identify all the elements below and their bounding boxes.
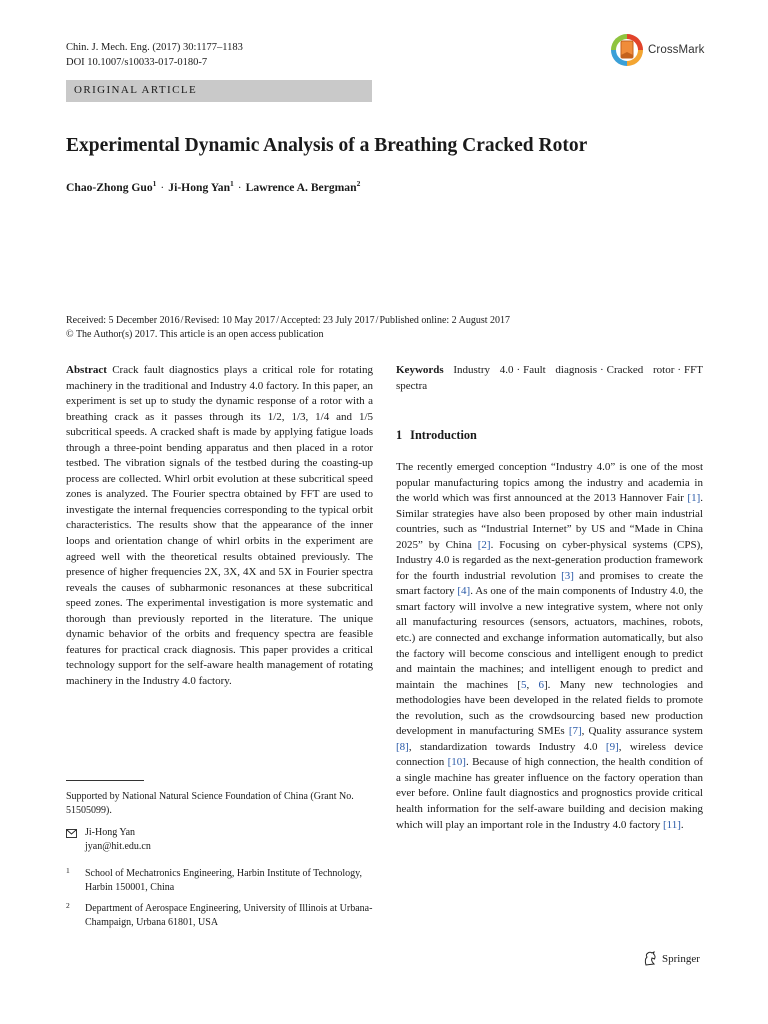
publisher-logo xyxy=(643,951,700,966)
keyword: Fault diagnosis xyxy=(523,364,597,376)
intro-text: and promises to create the smart factory xyxy=(396,569,703,598)
keyword: Cracked rotor xyxy=(606,364,675,376)
author-name[interactable]: Chao-Zhong Guo xyxy=(66,181,153,194)
citation-link[interactable]: [1] xyxy=(687,492,701,505)
citation-link[interactable]: 6 xyxy=(538,678,544,691)
author-affiliation-mark: 1 xyxy=(230,179,234,189)
abstract xyxy=(66,363,373,689)
article-type-label: ORIGINAL ARTICLE xyxy=(74,84,198,96)
journal-citation xyxy=(66,40,243,70)
accepted-date: Accepted: 23 July 2017 xyxy=(279,315,375,326)
citation-link[interactable]: [10] xyxy=(447,756,466,769)
received-date: Received: 5 December 2016 xyxy=(66,315,180,326)
intro-text: . Similar strategies have also been proposed by other main industrial countries, such as “Industrial Internet” by US and “Made in China 2025” by China xyxy=(396,492,703,551)
crossmark-badge[interactable] xyxy=(610,33,705,67)
keyword: Industry 4.0 xyxy=(453,364,514,376)
crossmark-label: CrossMark xyxy=(648,44,705,56)
affiliation-item xyxy=(66,902,373,930)
affiliation-number: 2 xyxy=(66,901,70,910)
citation-link[interactable]: [11] xyxy=(663,818,681,831)
author-separator: · xyxy=(160,181,165,194)
revised-date: Revised: 10 May 2017 xyxy=(184,315,276,326)
affiliation-item xyxy=(66,867,373,895)
citation-link[interactable]: [7] xyxy=(568,725,582,738)
intro-text: . xyxy=(680,818,684,831)
author-separator: · xyxy=(237,181,242,194)
keyword: FFT spectra xyxy=(396,364,704,392)
journal-line: Chin. J. Mech. Eng. (2017) 30:1177–1183 xyxy=(66,42,243,53)
affiliation-text: School of Mechatronics Engineering, Harbin Institute of Technology, Harbin 150001, China xyxy=(85,868,363,893)
history-separator: / xyxy=(276,315,279,326)
citation-link[interactable]: [9] xyxy=(605,740,619,753)
history-separator: / xyxy=(180,315,184,326)
springer-horse-icon xyxy=(643,951,657,966)
author-name[interactable]: Ji-Hong Yan xyxy=(168,181,231,194)
affiliation-number: 1 xyxy=(66,866,70,875)
keyword-separator: · xyxy=(677,364,682,376)
section-number: 1 xyxy=(396,428,403,442)
corresponding-name: Ji-Hong Yan xyxy=(85,827,136,838)
intro-text: , Quality assurance system xyxy=(581,725,703,738)
keyword-separator: · xyxy=(599,364,604,376)
crossmark-icon xyxy=(610,33,644,67)
intro-text: . Focusing on cyber-physical systems (CPS), Industry 4.0 is regarded as the next-generation production framework for the fourth industrial revolution xyxy=(396,538,703,582)
author-affiliation-mark: 1 xyxy=(152,179,157,189)
abstract-label: Abstract xyxy=(66,364,107,376)
history-separator: / xyxy=(375,315,379,326)
footnote-divider xyxy=(66,780,144,781)
doi-line[interactable]: DOI 10.1007/s10033-017-0180-7 xyxy=(66,57,208,68)
citation-link[interactable]: [2] xyxy=(477,538,491,551)
intro-text: , standardization towards Industry 4.0 xyxy=(408,740,606,753)
affiliations xyxy=(66,867,373,937)
citation-link[interactable]: [3] xyxy=(561,569,574,582)
citation-link[interactable]: 5 xyxy=(520,678,527,691)
intro-text: The recently emerged conception “Industry 4.0” is one of the most popular manufacturing topics among the industry and academia in the world which was first announced at the 2013 Hannover Fair xyxy=(396,461,703,505)
envelope-icon xyxy=(66,829,77,838)
article-history xyxy=(66,314,706,342)
section-heading xyxy=(396,428,477,443)
section-title: Introduction xyxy=(410,428,477,442)
copyright-symbol: © xyxy=(66,329,74,340)
intro-text: . Because of high connection, the health condition of a single machine has greater influence on the factory operation than ever before. Online fault diagnostics and prognostics provide critical health information for the self-aware building and decision making which will play an important role in the Industry 4.0 factory xyxy=(396,756,703,831)
funding-note: Supported by National Natural Science Foundation of China (Grant No. 51505099). xyxy=(66,791,354,816)
corresponding-author xyxy=(66,826,373,854)
keyword-separator: · xyxy=(516,364,521,376)
citation-link[interactable]: [4] xyxy=(457,585,471,598)
intro-text: , wireless device connection xyxy=(396,740,704,769)
citation-link[interactable]: [8] xyxy=(396,740,409,753)
paper-title: Experimental Dynamic Analysis of a Breathing Cracked Rotor xyxy=(66,135,588,156)
published-date: Published online: 2 August 2017 xyxy=(379,315,511,326)
keywords-label: Keywords xyxy=(396,364,444,376)
article-type-banner xyxy=(66,80,372,102)
publisher-name: Springer xyxy=(662,952,700,965)
keywords xyxy=(396,363,703,394)
copyright-notice: The Author(s) 2017. This article is an open access publication xyxy=(75,329,324,340)
affiliation-text: Department of Aerospace Engineering, University of Illinois at Urbana-Champaign, Urbana 61801, USA xyxy=(85,903,373,928)
author-name[interactable]: Lawrence A. Bergman xyxy=(245,181,357,194)
intro-text: , xyxy=(526,678,539,691)
author-list xyxy=(66,181,360,194)
introduction-paragraph xyxy=(396,460,703,833)
abstract-text: Crack fault diagnostics plays a critical role for rotating machinery in the traditional and Industry 4.0 factory. In this paper, an experiment is set up to study the dynamic response of a rotor with a breathing crack as it passes through its 1/2, 1/3, 1/4 and 1/5 subcritical speeds. A cracked shaft is made by applying fatigue loads through a three-point bending apparatus and then placed in a rotor testbed. The vibration signals of the testbed during the coasting-up process are collected. Whirl orbit evolution at these subcritical speed zones is analyzed. The Fourier spectra obtained by FFT are used to investigate the internal frequencies corresponding to the typical orbit characteristics. The results show that the appearance of the inner loops and orientation change of whirl orbits in the experiment are agreed well with the theoretical results obtained previously. The presence of higher frequencies 2X, 3X, 4X and 5X in Fourier spectra reveals the causes of subharmonic resonances at these subcritical speed zones. The experimental investigation is more systematic and thorough than previously reported in the literature. The unique dynamic behavior of the orbits and frequency spectra are feasible features for practical crack diagnosis. This paper provides a critical technology support for the self-aware health management of rotating machinery in the Industry 4.0 factory. xyxy=(66,364,373,687)
corresponding-email[interactable]: jyan@hit.edu.cn xyxy=(85,841,151,852)
intro-text: ]. Many new technologies and methodologies have been developed in the related fields to promote the revolution, such as the crowdsourcing based new production development in manufacturing SMEs xyxy=(396,678,703,738)
author-affiliation-mark: 2 xyxy=(356,179,361,189)
intro-text: . As one of the main components of Industry 4.0, the smart factory will involve a new integrative system, where not only all manufacturing resources (sensors, actuators, machines, robots, etc.) are connected and exchange information automatically, but also the factory will become conscious and intelligent enough to predict and maintain the machines; and intelligent enough to predict and maintain the machines [ xyxy=(396,585,703,691)
